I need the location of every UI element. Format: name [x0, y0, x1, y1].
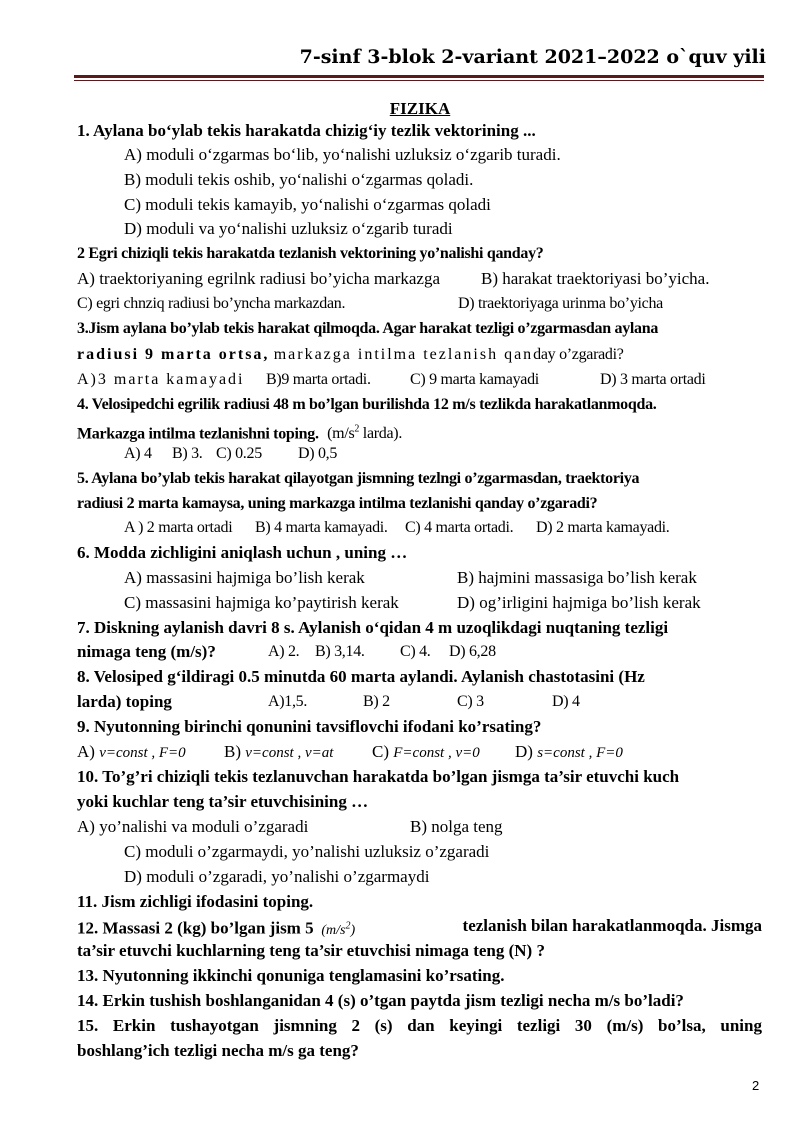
q3-spaced-part: markazga intilma tezlanish qan — [273, 346, 534, 363]
question-14: 14. Erkin tushish boshlanganidan 4 (s) o’tgan paytda jism tezligi necha m/s bo’ladi? — [77, 991, 684, 1010]
header-rule-thin — [74, 80, 764, 81]
q6-option-c: C) massasini hajmiga ko’paytirish kerak — [124, 593, 399, 612]
q10-option-c: C) moduli o’zgarmaydi, yo’nalishi uzluksiz o’zgaradi — [124, 842, 490, 861]
q7-option-a: A) 2. — [268, 643, 300, 660]
q6-option-a: A) massasini hajmiga bo’lish kerak — [124, 568, 365, 587]
question-3-line-1: 3.Jism aylana bo’ylab tekis harakat qilmoqda. Agar harakat tezligi o’zgarmasdan aylana — [77, 320, 659, 337]
q12-unit: $(m/s^2)$ — [317, 920, 356, 938]
q2-option-c: C) egri chnziq radiusi bo’yncha markazdan. — [77, 295, 346, 312]
q3-bold-part: radiusi 9 marta ortsa, — [77, 346, 270, 363]
question-10-line-2: yoki kuchlar teng ta’sir etuvchisining … — [77, 792, 369, 811]
q9-option-a: A) v=const , F=0 — [77, 742, 186, 761]
question-15-line-1: 15. Erkin tushayotgan jismning 2 (s) dan keyingi tezligi 30 (m/s) bo’lsa, uning — [77, 1016, 762, 1035]
q6-option-b: B) hajmini massasiga bo’lish kerak — [457, 568, 697, 587]
q3-option-b: B)9 marta ortadi. — [266, 371, 371, 388]
subject-title: FIZIKA — [389, 99, 451, 118]
q5-option-b: B) 4 marta kamayadi. — [255, 519, 388, 536]
question-1: 1. Aylana bo‘ylab tekis harakatda chizig‘iy tezlik vektorining ... — [77, 121, 536, 140]
q4-option-b: B) 3. — [172, 445, 203, 462]
question-9: 9. Nyutonning birinchi qonunini tavsiflovchi ifodani ko’rsating? — [77, 717, 542, 736]
q4-option-d: D) 0,5 — [298, 445, 338, 462]
question-8-line-2: larda) toping — [77, 692, 172, 711]
q5-option-a: A ) 2 marta ortadi — [124, 519, 233, 536]
q7-option-c: C) 4. — [400, 643, 431, 660]
q2-option-a: A) traektoriyaning egrilnk radiusi bo’yicha markazga — [77, 269, 441, 288]
q9-option-b: B) v=const , v=at — [224, 742, 334, 761]
q10-option-d: D) moduli o’zgaradi, yo’nalishi o’zgarmaydi — [124, 867, 430, 886]
header-rule-thick — [74, 75, 764, 78]
q2-option-b: B) harakat traektoriyasi bo’yicha. — [481, 269, 710, 288]
q10-option-b: B) nolga teng — [410, 817, 503, 836]
q5-option-c: C) 4 marta ortadi. — [405, 519, 514, 536]
question-6: 6. Modda zichligini aniqlash uchun , uning … — [77, 543, 408, 562]
question-5-line-2: radiusi 2 marta kamaysa, uning markazga intilma tezlanishi qanday o’zgaradi? — [77, 495, 598, 512]
question-2: 2 Egri chiziqli tekis harakatda tezlanish vektorining yo’nalishi qanday? — [77, 245, 544, 262]
q4-text: Markazga intilma tezlanishni toping. — [77, 425, 319, 443]
q3-option-a: A)3 marta kamayadi — [77, 371, 245, 388]
q6-option-d: D) og’irligini hajmiga bo’lish kerak — [457, 593, 701, 612]
question-7-line-2: nimaga teng (m/s)? — [77, 642, 216, 661]
question-4-line-1: 4. Velosipedchi egrilik radiusi 48 m bo’lgan burilishda 12 m/s tezlikda harakatlanmoqda. — [77, 396, 657, 413]
document-header: 7-sinf 3-blok 2-variant 2021–2022 o`quv yili — [299, 46, 766, 68]
q1-option-b: B) moduli tekis oshib, yo‘nalishi o‘zgarmas qoladi. — [124, 170, 474, 189]
q8-option-b: B) 2 — [363, 693, 390, 710]
q9-formula-a: v=const , F=0 — [99, 745, 186, 761]
q4-option-a: A) 4 — [124, 445, 152, 462]
question-3-line-2 — [77, 343, 624, 366]
q1-option-a: A) moduli o‘zgarmas bo‘lib, yo‘nalishi uzluksiz o‘zgarib turadi. — [124, 145, 561, 164]
q10-option-a: A) yo’nalishi va moduli o’zgaradi — [77, 817, 309, 836]
q4-option-c: C) 0.25 — [216, 445, 262, 462]
q7-option-d: D) 6,28 — [449, 643, 496, 660]
q8-option-c: C) 3 — [457, 693, 484, 710]
question-12-line-2: ta’sir etuvchi kuchlarning teng ta’sir etuvchisi nimaga teng (N) ? — [77, 941, 545, 960]
q9-formula-b: v=const , v=at — [245, 745, 334, 761]
q1-option-c: C) moduli tekis kamayib, yo‘nalishi o‘zgarmas qoladi — [124, 195, 491, 214]
question-8-line-1: 8. Velosiped g‘ildiragi 0.5 minutda 60 marta aylandi. Aylanish chastotasini (Hz — [77, 667, 645, 686]
q5-option-d: D) 2 marta kamayadi. — [536, 519, 670, 536]
q2-option-d: D) traektoriyaga urinma bo’yicha — [458, 295, 663, 312]
page-number: 2 — [752, 1078, 760, 1093]
q9-formula-d: s=const , F=0 — [537, 745, 623, 761]
question-5-line-1: 5. Aylana bo’ylab tekis harakat qilayotgan jismning tezlngi o’zgarmasdan, traektoriya — [77, 470, 640, 487]
q3-option-c: C) 9 marta kamayadi — [410, 371, 539, 388]
question-11: 11. Jism zichligi ifodasini toping. — [77, 892, 314, 911]
q1-option-d: D) moduli va yo‘nalishi uzluksiz o‘zgarib turadi — [124, 219, 453, 238]
question-12-line-1: 12. Massasi 2 (kg) bo’lgan jism 5 $(m/s^2)$ tezlanish bilan harakatlanmoqda. Jismga — [77, 916, 762, 938]
q3-rest-part: day o’zgaradi? — [533, 346, 624, 363]
q8-option-d: D) 4 — [552, 693, 580, 710]
q9-formula-c: F=const , v=0 — [393, 745, 480, 761]
q3-option-d: D) 3 marta ortadi — [600, 371, 706, 388]
question-10-line-1: 10. To’g’ri chiziqli tekis tezlanuvchan harakatda bo’lgan jismga ta’sir etuvchi kuch — [77, 767, 680, 786]
q8-option-a: A)1,5. — [268, 693, 308, 710]
question-15-line-2: boshlang’ich tezligi necha m/s ga teng? — [77, 1041, 359, 1060]
question-13: 13. Nyutonning ikkinchi qonuniga tenglamasini ko’rsating. — [77, 966, 505, 985]
question-7-line-1: 7. Diskning aylanish davri 8 s. Aylanish o‘qidan 4 m uzoqlikdagi nuqtaning tezligi — [77, 618, 669, 637]
question-4-line-2 — [77, 419, 402, 445]
q7-option-b: B) 3,14. — [315, 643, 365, 660]
q4-unit: ($m/s^2$ larda). — [327, 424, 403, 443]
q9-option-d: D) s=const , F=0 — [515, 742, 623, 761]
q9-option-c: C) F=const , v=0 — [372, 742, 480, 761]
